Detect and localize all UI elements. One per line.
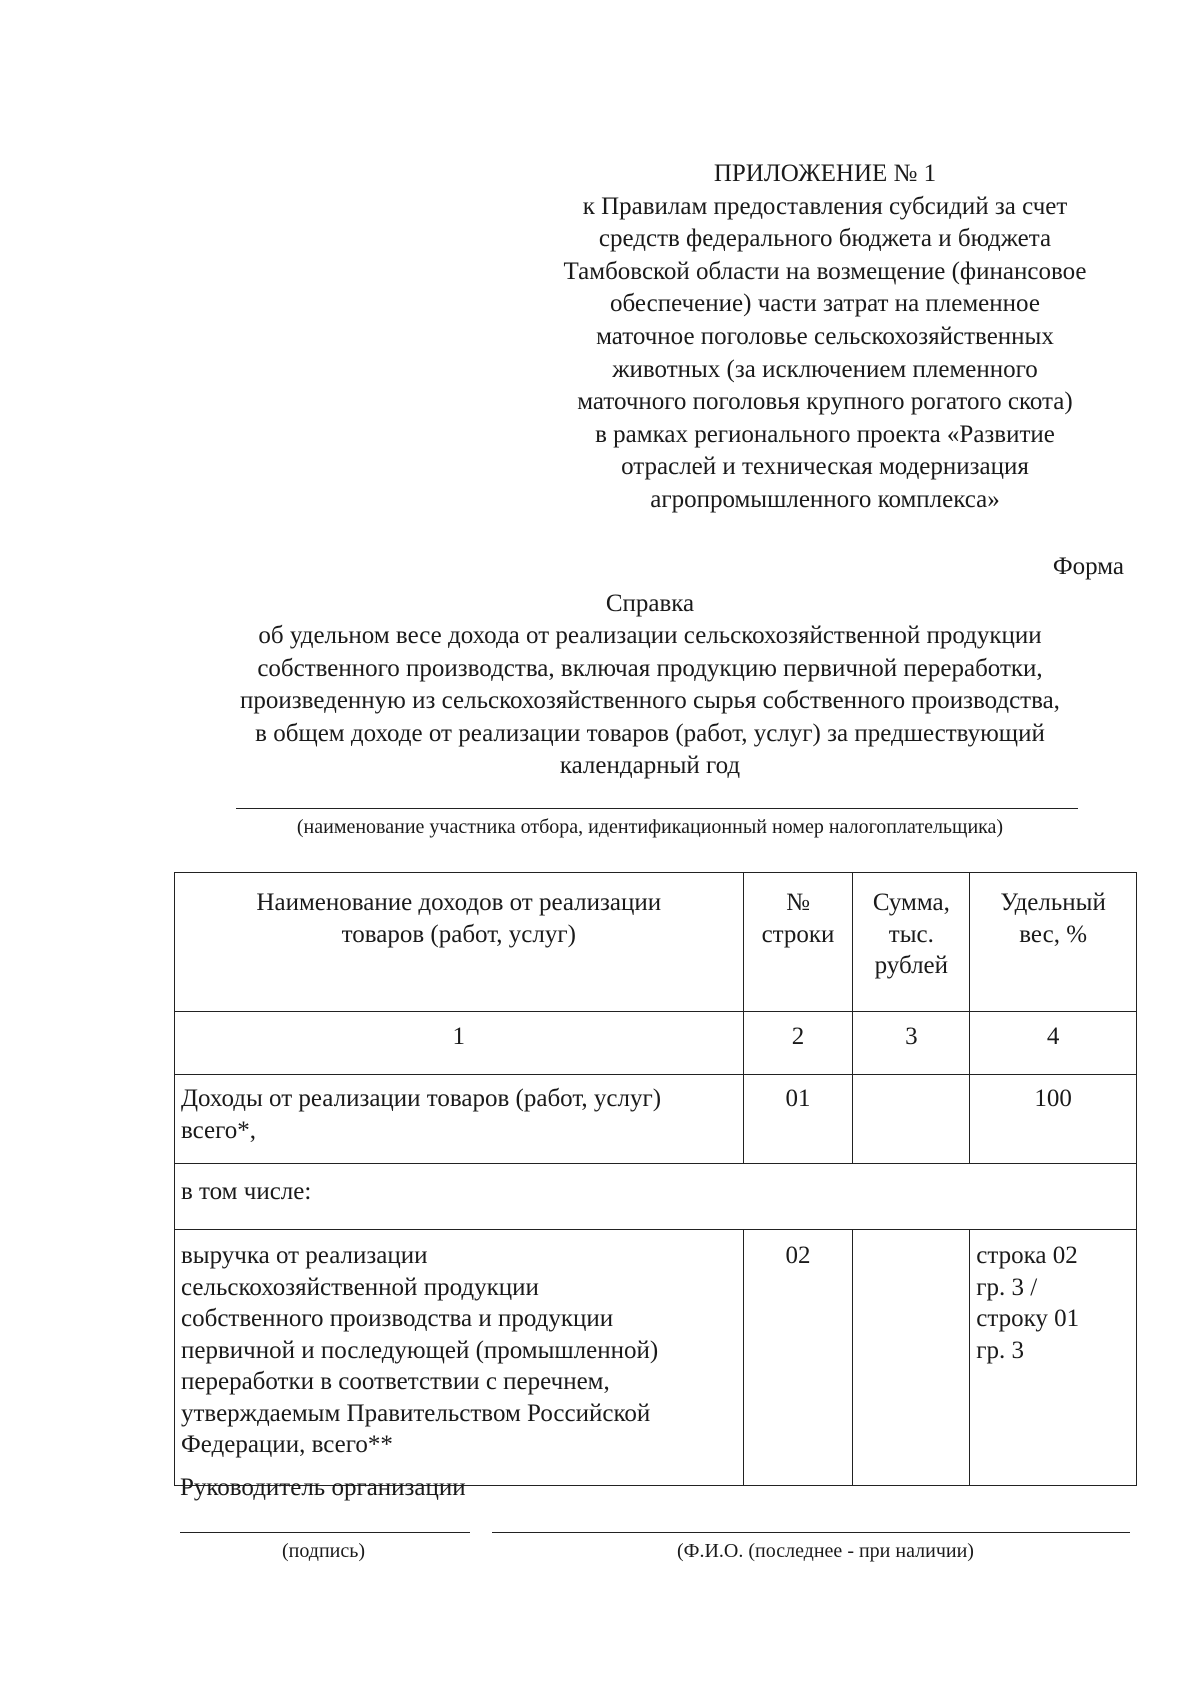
income-name-cell (175, 1075, 744, 1164)
cell-text: всего*, (181, 1116, 257, 1144)
cell-text: гр. 3 (976, 1336, 1025, 1364)
form-label: Форма (1052, 553, 1124, 580)
appendix-line: обеспечение) части затрат на племенное (610, 290, 1040, 318)
participant-caption: (наименование участника отбора, идентификационный номер налогоплательщика) (296, 816, 1004, 838)
column-number: 4 (970, 1012, 1137, 1075)
share-cell (970, 1075, 1137, 1164)
cell-text: выручка от реализации (181, 1242, 428, 1269)
sum-cell[interactable] (853, 1230, 970, 1486)
income-table (174, 872, 1137, 1486)
cell-text: 100 (1034, 1085, 1072, 1112)
title-line: календарный год (559, 752, 741, 780)
column-number: 3 (853, 1012, 970, 1075)
full-name-field[interactable] (492, 1532, 1130, 1533)
header-text: рублей (874, 952, 949, 979)
header-text: товаров (работ, услуг) (341, 920, 576, 948)
appendix-line: отраслей и техническая модернизация (621, 453, 1029, 481)
cell-text: строка 02 (976, 1242, 1078, 1269)
table-header-row (175, 873, 1137, 1012)
column-number: 1 (175, 1012, 744, 1075)
appendix-line: маточное поголовье сельскохозяйственных (596, 322, 1054, 350)
cell-text: утверждаемым Правительством Российской (181, 1399, 651, 1427)
title-line: в общем доходе от реализации товаров (работ, услуг) за предшествующий (255, 719, 1045, 747)
participant-name-field[interactable] (236, 808, 1078, 809)
table-row (175, 1230, 1137, 1486)
header-row-number (743, 873, 853, 1012)
cell-text: первичной и последующей (промышленной) (181, 1336, 659, 1364)
appendix-header (525, 158, 1125, 517)
cell-text: Доходы от реализации товаров (работ, услуг) (181, 1085, 662, 1112)
header-share (970, 873, 1137, 1012)
appendix-line: животных (за исключением племенного (612, 355, 1038, 383)
including-label-cell (175, 1164, 1137, 1230)
cell-text: Федерации, всего** (181, 1431, 393, 1458)
cell-text: гр. 3 / (976, 1273, 1038, 1301)
cell-text: сельскохозяйственной продукции (181, 1273, 539, 1301)
title-line: собственного производства, включая продукцию первичной переработки, (257, 654, 1043, 682)
title-line: об удельном весе дохода от реализации сельскохозяйственной продукции (258, 622, 1042, 650)
column-number: 2 (743, 1012, 853, 1075)
cell-text: в том числе: (181, 1178, 312, 1205)
table-row (175, 1075, 1137, 1164)
header-text: Наименование доходов от реализации (256, 889, 662, 916)
sum-cell[interactable] (853, 1075, 970, 1164)
header-text: вес, % (1019, 920, 1088, 948)
row-number-cell: 01 (743, 1075, 853, 1164)
cell-text: собственного производства и продукции (181, 1305, 614, 1332)
title-line: произведенную из сельскохозяйственного сырья собственного производства, (240, 687, 1060, 715)
header-text: № (786, 889, 810, 916)
head-of-organization-label: Руководитель организации (180, 1474, 466, 1501)
signature-field[interactable] (180, 1532, 470, 1533)
appendix-line: к Правилам предоставления субсидий за счет (582, 192, 1068, 220)
appendix-line: агропромышленного комплекса» (650, 485, 1000, 513)
signature-caption: (подпись) (282, 1540, 366, 1562)
header-sum (853, 873, 970, 1012)
header-text: строки (761, 920, 835, 948)
cell-text: строку 01 (976, 1305, 1080, 1332)
appendix-line: в рамках регионального проекта «Развитие (595, 420, 1055, 448)
row-number-cell: 02 (743, 1230, 853, 1486)
appendix-line: Тамбовской области на возмещение (финансовое (563, 257, 1087, 285)
column-number-row (175, 1012, 1137, 1075)
appendix-line: маточного поголовья крупного рогатого скота) (577, 388, 1073, 416)
full-name-caption: (Ф.И.О. (последнее - при наличии) (677, 1540, 974, 1562)
header-income-name (175, 873, 744, 1012)
header-text: Удельный (1000, 889, 1106, 916)
appendix-line: средств федерального бюджета и бюджета (598, 225, 1052, 253)
table-row (175, 1164, 1137, 1230)
income-name-cell (175, 1230, 744, 1486)
cell-text: переработки в соответствии с перечнем, (181, 1368, 610, 1395)
document-title (155, 588, 1145, 782)
header-text: Сумма, (872, 889, 950, 916)
appendix-title: ПРИЛОЖЕНИЕ № 1 (713, 160, 937, 187)
share-cell (970, 1230, 1137, 1486)
header-text: тыс. (888, 920, 934, 948)
title-heading: Справка (605, 590, 695, 617)
